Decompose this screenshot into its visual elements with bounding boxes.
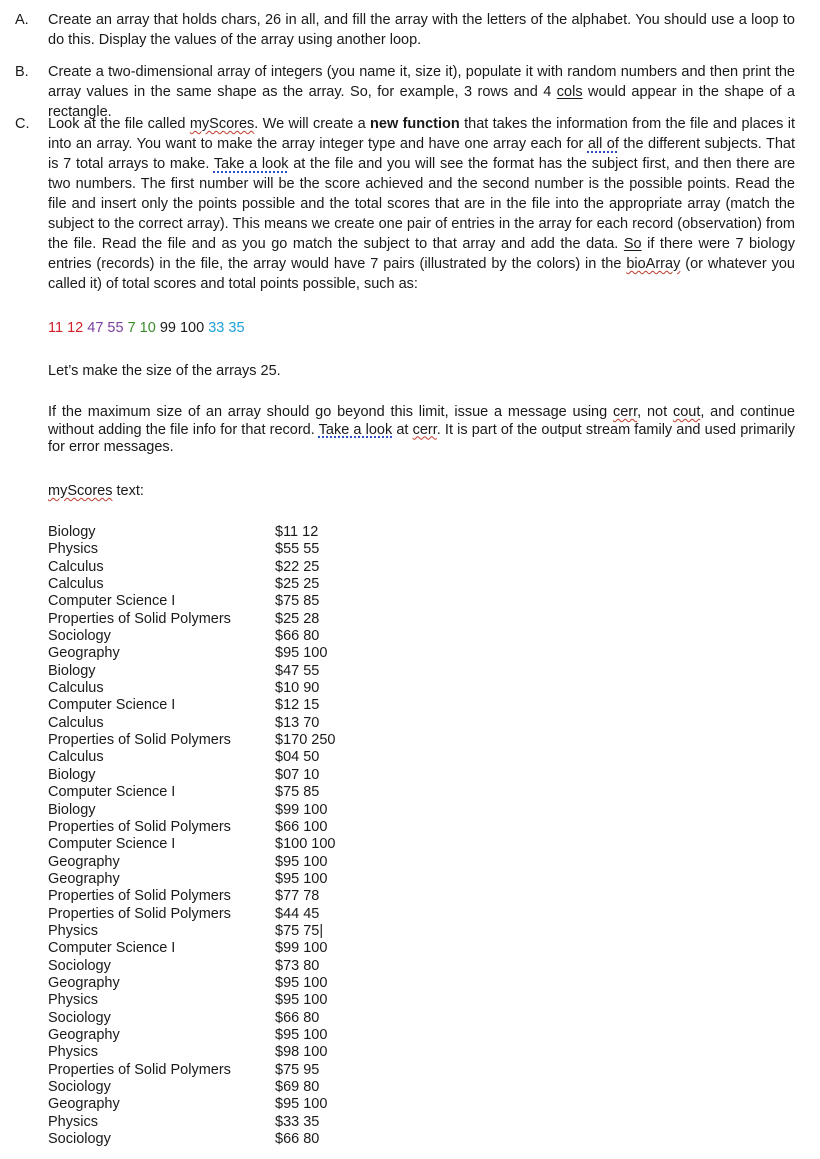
record-row bbox=[48, 1010, 448, 1027]
spellcheck-flagged-text: cerr bbox=[412, 421, 437, 438]
record-subject: Calculus bbox=[48, 714, 104, 731]
example-pair: 7 10 bbox=[127, 320, 160, 336]
array-size-note: Let’s make the size of the arrays 25. bbox=[48, 363, 281, 379]
text-run: . We will create a bbox=[254, 116, 371, 132]
record-row bbox=[48, 958, 448, 975]
record-row bbox=[48, 732, 448, 749]
record-subject: Properties of Solid Polymers bbox=[48, 888, 231, 905]
record-scores: $95 100 bbox=[275, 870, 328, 887]
text-run: if there were 7 biology entries (records) in the file, the array would have 7 pairs (illustrated by the colors) in the bbox=[48, 236, 796, 272]
record-scores: $12 15 bbox=[275, 697, 320, 714]
record-scores: $95 100 bbox=[275, 1096, 328, 1113]
myscores-filename: myScores bbox=[48, 483, 113, 499]
bold-text: new function bbox=[370, 116, 460, 132]
record-subject: Sociology bbox=[48, 628, 111, 645]
record-row bbox=[48, 923, 448, 940]
record-row bbox=[48, 1079, 448, 1096]
record-row bbox=[48, 1131, 448, 1148]
record-row bbox=[48, 541, 448, 558]
record-subject: Geography bbox=[48, 1096, 120, 1113]
record-scores: $77 78 bbox=[275, 888, 320, 905]
text-run: , and continue without adding the file info for that record. bbox=[48, 404, 795, 438]
record-scores: $99 100 bbox=[275, 940, 328, 957]
record-row bbox=[48, 906, 448, 923]
spellcheck-flagged-text: cout bbox=[672, 404, 701, 420]
record-row bbox=[48, 524, 448, 541]
record-scores: $55 55 bbox=[275, 541, 320, 558]
record-subject: Properties of Solid Polymers bbox=[48, 818, 231, 835]
record-scores: $66 80 bbox=[275, 1009, 320, 1026]
record-row bbox=[48, 854, 448, 871]
record-scores: $47 55 bbox=[275, 662, 320, 679]
record-row bbox=[48, 784, 448, 801]
record-scores: $22 25 bbox=[275, 558, 320, 575]
record-row bbox=[48, 593, 448, 610]
record-subject: Computer Science I bbox=[48, 697, 176, 714]
example-pair: 33 35 bbox=[208, 320, 245, 336]
text-run: (or whatever you called it) of total scores and total points possible, such as: bbox=[48, 256, 795, 292]
record-subject: Physics bbox=[48, 1113, 98, 1130]
list-marker: A. bbox=[15, 12, 29, 28]
record-scores: $10 90 bbox=[275, 680, 320, 697]
record-scores: $66 80 bbox=[275, 1131, 320, 1148]
record-row bbox=[48, 888, 448, 905]
record-subject: Physics bbox=[48, 922, 98, 939]
instruction-text bbox=[48, 10, 795, 50]
record-scores: $66 100 bbox=[275, 818, 328, 835]
record-subject: Computer Science I bbox=[48, 836, 176, 853]
record-subject: Properties of Solid Polymers bbox=[48, 905, 231, 922]
cerr-note bbox=[48, 404, 795, 457]
record-row bbox=[48, 1062, 448, 1079]
record-row bbox=[48, 992, 448, 1009]
record-scores: $95 100 bbox=[275, 645, 328, 662]
myscores-records bbox=[48, 524, 448, 1148]
record-subject: Geography bbox=[48, 853, 120, 870]
myscores-label-rest: text: bbox=[112, 483, 144, 499]
underlined-text: So bbox=[623, 236, 642, 252]
record-subject: Calculus bbox=[48, 558, 104, 575]
record-row bbox=[48, 749, 448, 766]
record-row bbox=[48, 715, 448, 732]
text-run: If the maximum size of an array should go beyond this limit, issue a message using bbox=[48, 404, 613, 420]
example-array-pairs bbox=[48, 318, 245, 338]
record-row bbox=[48, 819, 448, 836]
spellcheck-flagged-text: cerr bbox=[612, 404, 638, 420]
record-scores: $95 100 bbox=[275, 853, 328, 870]
text-run: at bbox=[392, 421, 413, 438]
instruction-text bbox=[48, 62, 795, 122]
record-scores: $95 100 bbox=[275, 1026, 328, 1043]
record-scores: $95 100 bbox=[275, 974, 328, 991]
list-marker: C. bbox=[15, 116, 30, 132]
text-run: . It is part of the output stream family and used primarily for error messages. bbox=[48, 421, 795, 455]
record-scores: $100 100 bbox=[275, 836, 336, 853]
record-subject: Calculus bbox=[48, 680, 104, 697]
example-pair: 99 100 bbox=[159, 320, 209, 336]
record-scores: $25 28 bbox=[275, 610, 320, 627]
record-scores: $73 80 bbox=[275, 957, 320, 974]
record-subject: Physics bbox=[48, 992, 98, 1009]
record-subject: Properties of Solid Polymers bbox=[48, 610, 231, 627]
record-scores: $11 12 bbox=[275, 524, 319, 540]
record-scores: $66 80 bbox=[275, 628, 320, 645]
record-subject: Sociology bbox=[48, 1009, 111, 1026]
record-scores: $75 85 bbox=[275, 784, 320, 801]
record-row bbox=[48, 611, 448, 628]
record-subject: Sociology bbox=[48, 957, 111, 974]
record-scores: $07 10 bbox=[275, 766, 320, 783]
text-run: , not bbox=[637, 404, 673, 420]
text-run: the different subjects. That is 7 total arrays to make. bbox=[48, 136, 795, 172]
list-marker: B. bbox=[15, 64, 29, 80]
record-row bbox=[48, 645, 448, 662]
record-subject: Geography bbox=[48, 870, 120, 887]
record-row bbox=[48, 680, 448, 697]
record-subject: Physics bbox=[48, 1044, 98, 1061]
grammar-flagged-text: Take a look bbox=[213, 156, 289, 172]
text-run: Create a two-dimensional array of integers (you name it, size it), populate it with random numbers and then print the array values in the same shape as the array. So, for example, 3 rows and 4 bbox=[48, 64, 795, 100]
record-subject: Biology bbox=[48, 662, 96, 679]
record-subject: Sociology bbox=[48, 1079, 111, 1095]
record-scores: $04 50 bbox=[275, 749, 320, 766]
record-subject: Physics bbox=[48, 541, 98, 558]
record-row bbox=[48, 663, 448, 680]
record-row bbox=[48, 940, 448, 957]
record-row bbox=[48, 1044, 448, 1061]
text-run: Create an array that holds chars, 26 in all, and fill the array with the letters of the alphabet. You should use a loop to do this. Display the values of the array using another loop. bbox=[48, 12, 795, 48]
record-subject: Biology bbox=[48, 801, 96, 818]
text-run: Look at the file called bbox=[48, 116, 190, 132]
record-subject: Geography bbox=[48, 1026, 120, 1043]
record-subject: Sociology bbox=[48, 1131, 111, 1148]
record-row bbox=[48, 767, 448, 784]
record-subject: Calculus bbox=[48, 749, 104, 766]
record-subject: Biology bbox=[48, 766, 96, 783]
record-scores: $170 250 bbox=[275, 732, 336, 749]
example-pair: 11 12 bbox=[48, 320, 88, 336]
record-scores: $75 95 bbox=[275, 1061, 320, 1078]
record-row bbox=[48, 1114, 448, 1131]
record-scores: $33 35 bbox=[275, 1113, 320, 1130]
instruction-text bbox=[48, 114, 795, 294]
record-scores: $13 70 bbox=[275, 714, 320, 731]
record-scores: $75 85 bbox=[275, 593, 320, 610]
record-subject: Computer Science I bbox=[48, 784, 176, 801]
record-scores: $75 75| bbox=[275, 922, 324, 939]
example-pair: 47 55 bbox=[87, 320, 128, 336]
record-subject: Biology bbox=[48, 524, 96, 540]
record-scores: $44 45 bbox=[275, 905, 320, 922]
underlined-text: cols bbox=[556, 84, 583, 100]
record-row bbox=[48, 576, 448, 593]
record-row bbox=[48, 1096, 448, 1113]
record-subject: Calculus bbox=[48, 576, 104, 593]
record-scores: $95 100 bbox=[275, 992, 328, 1009]
record-row bbox=[48, 802, 448, 819]
text-run: at the file and you will see the format has the subject first, and then there are two numbers. The first number will be the score achieved and the second number is the possible points. Read the file and insert only the points possible and the total scores that are in the file into the appropriate array (match the subject to the correct array). This means we create one pair of entries in the array for each record (observation) from the file. Read the file and as you go match the subject to that array and add the data. bbox=[48, 156, 796, 252]
record-row bbox=[48, 1027, 448, 1044]
spellcheck-flagged-text: myScores bbox=[189, 116, 255, 132]
record-scores: $99 100 bbox=[275, 801, 328, 818]
grammar-flagged-text: all of bbox=[587, 136, 619, 152]
myscores-label bbox=[48, 482, 795, 500]
record-subject: Properties of Solid Polymers bbox=[48, 732, 231, 749]
text-run: that takes the information from the file and places it into an array. You want to make the array integer type and have one array each for bbox=[48, 116, 795, 152]
record-subject: Computer Science I bbox=[48, 593, 176, 610]
text-run: would appear in the shape of a rectangle. bbox=[48, 84, 796, 120]
record-subject: Geography bbox=[48, 645, 120, 662]
record-scores: $98 100 bbox=[275, 1044, 328, 1061]
record-row bbox=[48, 836, 448, 853]
record-row bbox=[48, 975, 448, 992]
record-row bbox=[48, 697, 448, 714]
record-subject: Computer Science I bbox=[48, 940, 176, 957]
record-subject: Properties of Solid Polymers bbox=[48, 1061, 231, 1078]
record-row bbox=[48, 559, 448, 576]
grammar-flagged-text: Take a look bbox=[318, 421, 393, 438]
record-row bbox=[48, 871, 448, 888]
record-row bbox=[48, 628, 448, 645]
record-scores: $25 25 bbox=[275, 576, 320, 593]
record-scores: $69 80 bbox=[275, 1079, 320, 1095]
record-subject: Geography bbox=[48, 974, 120, 991]
spellcheck-flagged-text: bioArray bbox=[626, 256, 681, 272]
